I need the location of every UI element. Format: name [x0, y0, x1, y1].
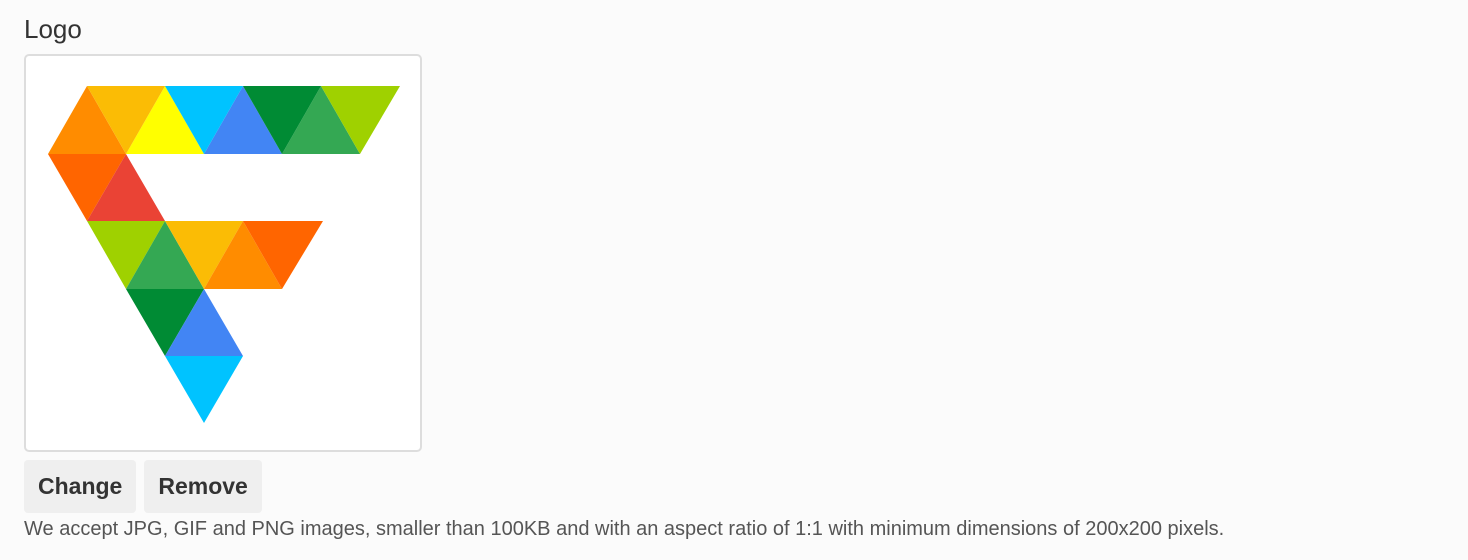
logo-actions [24, 460, 262, 513]
section-title: Logo [24, 14, 82, 44]
remove-logo-button[interactable]: Remove [144, 460, 261, 513]
change-logo-button[interactable]: Change [24, 460, 136, 513]
logo-preview [24, 54, 422, 452]
logo-tri [165, 356, 243, 423]
logo-image [26, 56, 422, 452]
upload-help-text: We accept JPG, GIF and PNG images, smaller than 100KB and with an aspect ratio of 1:1 with minimum dimensions of 200x200 pixels. [24, 518, 1225, 540]
